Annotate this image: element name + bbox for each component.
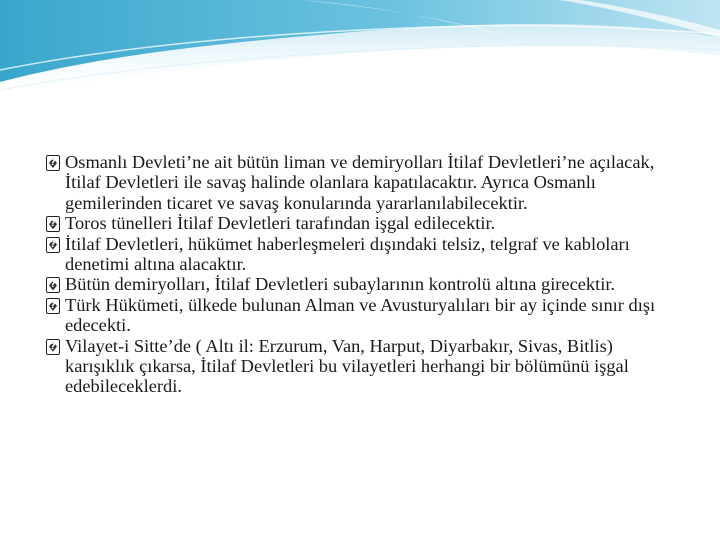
- list-item-text: İtilaf Devletleri, hükümet haberleşmeleri dışındaki telsiz, telgraf ve kabloları denetimi altına alacaktır.: [65, 233, 630, 275]
- list-item: [46, 152, 686, 213]
- list-item: [46, 336, 686, 397]
- header-wave-decoration: [0, 0, 720, 100]
- replacement-char-bullet-icon: [46, 298, 60, 314]
- replacement-char-bullet-icon: [46, 277, 60, 293]
- list-item-text: Vilayet-i Sitte’de ( Altı il: Erzurum, Van, Harput, Diyarbakır, Sivas, Bitlis) karışıklık çıkarsa, İtilaf Devletleri bu vilayetleri herhangi bir bölümünü işgal edebileceklerdi.: [65, 335, 629, 397]
- replacement-char-bullet-icon: [46, 216, 60, 232]
- replacement-char-bullet-icon: [46, 339, 60, 355]
- replacement-char-bullet-icon: [46, 237, 60, 253]
- list-item-text: Toros tünelleri İtilaf Devletleri tarafından işgal edilecektir.: [65, 213, 496, 234]
- replacement-char-bullet-icon: [46, 155, 60, 171]
- list-item-text: Bütün demiryolları, İtilaf Devletleri subaylarının kontrolü altına girecektir.: [65, 274, 616, 295]
- list-item: [46, 274, 686, 294]
- bullet-list: [46, 152, 686, 397]
- list-item-text: Osmanlı Devleti’ne ait bütün liman ve demiryolları İtilaf Devletleri’ne açılacak, İtilaf Devletleri ile savaş halinde olanlara kapatılacaktır. Ayrıca Osmanlı gemilerinden ticaret ve savaş konularında yararlanılabilecektir.: [65, 152, 655, 213]
- list-item: [46, 234, 686, 275]
- list-item: [46, 213, 686, 233]
- list-item: [46, 295, 686, 336]
- list-item-text: Türk Hükümeti, ülkede bulunan Alman ve Avusturyalıları bir ay içinde sınır dışı edecekti.: [65, 294, 656, 336]
